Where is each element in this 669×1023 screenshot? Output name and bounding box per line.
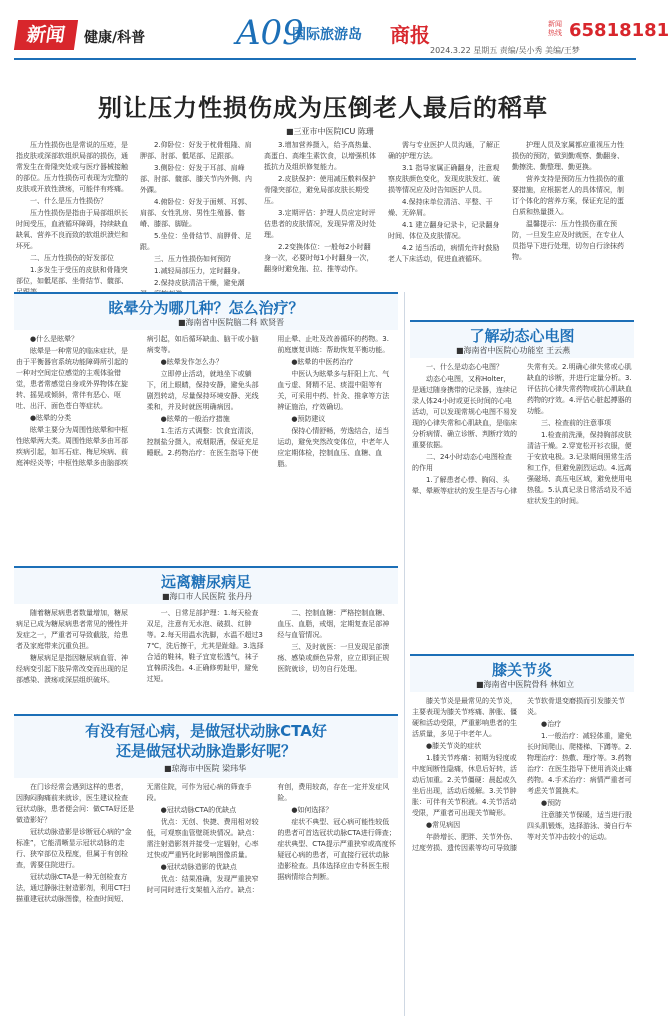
lead-column-5 [512, 140, 630, 282]
paragraph: ●如何选择？ [291, 806, 333, 814]
paragraph: ●冠状动脉CTA的优缺点 [160, 806, 237, 814]
paragraph: 冠状动脉CTA是一种无创检查方法，通过静脉注射造影剂，利用CT扫描重建冠状动脉图像，检查时间短、无需住院，可作为冠心病的筛查手段。 [16, 783, 252, 903]
paragraph: 糖尿病足是指因糖尿病血管、神经病变引起下肢异常改变而出现的足部感染、溃疡或深层组织破坏。 [16, 654, 128, 684]
paragraph: 压力性损伤也是常说的压疮，是指皮肤或深部软组织局部的损伤，通常发生在骨隆突处或与医疗器械接触的部位。压力性损伤可表现为完整的皮肤或开放性溃疡，可能伴有疼痛。 [16, 141, 128, 193]
masthead-left: 国际旅游岛 [292, 27, 362, 43]
lead-byline: ■三亚市中医院ICU 陈珊 [286, 127, 374, 136]
paragraph: 优点：结果准确，发现严重狭窄时可同时进行支架植入治疗。缺点：有创，费用较高，存在一定并发症风险。 [146, 783, 390, 894]
issue-info: 2024.3.22 星期五 责编/吴小秀 美编/王梦 [430, 46, 580, 55]
knee-title: 膝关节炎 [491, 661, 552, 679]
paragraph: 二、控制血糖：严格控制血糖、血压、血脂，戒烟，定期复查足部神经与血管情况。 [277, 609, 390, 639]
paragraph: ●眩晕发作怎么办？ [160, 358, 223, 366]
paragraph: 1.检查前洗澡，保持胸部皮肤清洁干燥。2.穿宽松开衫衣服，便于安放电极。3.记录期间照常生活和工作，但避免剧烈运动。4.远离强磁场、高压电区域，避免使用电热毯。5.认真记录日常活动及不适症状发生的时间。 [527, 431, 632, 505]
paragraph: 症状不典型、冠心病可能性较低的患者可首选冠状动脉CTA进行筛查；症状典型、CTA提示严重狭窄或高度怀疑冠心病的患者，可直接行冠状动脉造影检查。具体选择应由专科医生根据病情综合判断。 [277, 818, 396, 881]
lead-column-3 [264, 140, 376, 282]
paragraph: 中医认为眩晕多与肝阳上亢、气血亏虚、肾精不足、痰湿中阻等有关，可采用中药、针灸、推拿等方法辨证施治，疗效确切。 [277, 370, 390, 411]
lead-column-4 [388, 140, 500, 282]
dizzy-body [16, 334, 396, 566]
ecg-byline: ■海南省中医院心功能室 王云燕 [456, 346, 571, 355]
paragraph: 膝关节炎是最常见的关节炎，主要表现为膝关节疼痛、肿胀、僵硬和活动受限，严重影响患者的生活质量，多见于中老年人。 [412, 697, 517, 738]
lead-column-1 [16, 140, 128, 285]
paragraph: 3.1 指导家属正确翻身，注意观察皮肤颜色变化，发现皮肤发红、破损等情况应及时告知医护人员。 [388, 164, 500, 194]
paragraph: 优点：无创、快捷、费用相对较低，可观察血管壁斑块情况。缺点：需注射造影剂并接受一定辐射，心率过快或严重钙化时影响图像质量。 [146, 818, 259, 859]
page-header [0, 0, 669, 58]
cta-title-line-1: 有没有冠心病，是做冠状动脉CTA好 [85, 722, 327, 740]
cta-title-banner [14, 714, 398, 778]
paragraph: 1.多发生于受压的皮肤和骨隆突部位，如骶尾部、坐骨结节、髋部、 [16, 266, 128, 285]
paragraph: 保持心情舒畅，劳逸结合，适当运动，避免突然改变体位，中老年人应定期体检，控制血压、血糖、血脂。 [277, 427, 390, 468]
paragraph: ●膝关节炎的症状 [426, 742, 482, 750]
paragraph: 3.定期评估：护理人员应定时评估患者的皮肤情况，发现异常及时处理。 [264, 209, 376, 239]
cta-body [16, 782, 396, 1018]
page-number: A09 [236, 13, 304, 53]
ecg-title: 了解动态心电图 [469, 327, 575, 345]
paragraph: 2.保持皮肤清洁干燥，避免潮 [154, 279, 245, 287]
paragraph: 1.生活方式调整：饮食宜清淡，控制盐分摄入，戒烟限酒，保证充足睡眠。2.药物治疗：在医生指导下使用止晕、止吐及改善循环的药物。3.前庭康复训练：帮助恢复平衡功能。 [146, 335, 390, 457]
paragraph: 营养支持是预防压力性损伤的重要措施，应根据老人的具体情况，制订个体化的营养方案，保证充足的蛋白质和热量摄入。 [512, 175, 624, 216]
paragraph: 三、及时就医：一旦发现足部溃疡、感染或颜色异常，应立即到正规医院就诊，切勿自行处理。 [277, 643, 390, 673]
paragraph: 4.1 建立翻身记录卡，记录翻身时间、体位及皮肤情况。 [388, 221, 500, 240]
knee-byline: ■海南省中医院骨科 林如立 [476, 680, 575, 689]
paragraph: 一、日常足部护理：1.每天检查双足，注意有无水泡、破损、红肿等。2.每天用温水洗脚，水温不超过37℃，洗后擦干，尤其是趾缝。3.选择合适的鞋袜，鞋子宜宽松透气，袜子宜棉质浅色。4.正确修剪趾甲，避免过短。 [146, 609, 264, 683]
section-name: 健康/科普 [84, 30, 146, 46]
paragraph: 一、什么是动态心电图？ [426, 363, 503, 371]
paragraph: 护理人员及家属都应重视压力性损伤的预防，做到勤观察、勤翻身、勤擦洗、勤整理、勤更换。 [512, 141, 624, 171]
paragraph: 4.俯卧位：好发于面颊、耳郭、肩部、女性乳房、男性生殖器、髂嵴、膝部、脚趾。 [140, 198, 252, 228]
paragraph: 3.侧卧位：好发于耳部、肩峰部、肘部、髋部、膝关节内外侧、内外踝。 [140, 164, 252, 194]
paragraph: 1.一般治疗：减轻体重，避免长时间爬山、爬楼梯、下蹲等。2.物理治疗：热敷、理疗等。3.药物治疗：在医生指导下使用消炎止痛药物。4.手术治疗：病情严重者可考虑关节置换术。 [527, 732, 632, 795]
paragraph: 年龄增长、肥胖、关节外伤、过度劳损、遗传因素等均可导致膝关节软骨退变磨损而引发膝关节炎。 [412, 697, 625, 852]
paragraph: 1.了解患者心悸、胸闷、头晕、晕厥等症状的发生是否与心律失常有关。2.明确心律失常或心肌缺血的诊断，并进行定量分析。3.评估抗心律失常药物或抗心肌缺血药物的疗效。4.评估心脏起搏器的功能。 [412, 363, 632, 495]
paragraph: 二、压力性损伤的好发部位 [30, 254, 114, 262]
paragraph: 压力性损伤是指由于局部组织长时间受压，血液循环障碍，持续缺血缺氧、营养不良而致的软组织溃烂和坏死。 [16, 209, 128, 250]
hotline-label: 新闻热线 [548, 20, 562, 37]
ecg-body [412, 362, 632, 650]
hotline-number: 65818181 [569, 20, 669, 41]
paragraph: ●眩晕的分类 [30, 414, 72, 422]
paragraph: 2.2变换体位：一般每2小时翻身一次，必要时每1小时翻身一次，翻身时避免拖、拉、推等动作。 [264, 243, 374, 273]
paragraph: 在门诊经常会遇到这样的患者，因胸闷胸痛前来就诊，医生建议检查冠状动脉，患者便会问：做CTA好还是做造影好？ [16, 783, 135, 824]
paragraph: ●常见病因 [426, 821, 461, 829]
paragraph: 三、检查前的注意事项 [541, 419, 611, 427]
paragraph: 5.坐位：坐骨结节、肩胛骨、足跟。 [140, 232, 252, 251]
paragraph: 动态心电图，又称Holter，是通过随身携带的记录器，连续记录人体24小时或更长时间的心电活动，可以发现常规心电图不易发现的心律失常和心肌缺血，是临床分析病情、确立诊断、判断疗效的重要依据。 [412, 375, 517, 449]
paragraph: 2.皮肤保护：使用减压敷料保护骨隆突部位，避免局部皮肤长期受压。 [264, 175, 376, 205]
dizzy-byline: ■海南省中医院脑二科 欧贤晋 [178, 318, 285, 327]
paragraph: 温馨提示：压力性损伤重在预防，一旦发生应及时就医，在专业人员指导下进行处理，切勿自行涂抹药物。 [512, 220, 624, 261]
paragraph: ●眩晕的中医药治疗 [291, 358, 354, 366]
paragraph: ●治疗 [541, 720, 562, 728]
diabetes-body [16, 608, 396, 710]
diabetes-byline: ■海口市人民医院 张丹丹 [162, 592, 253, 601]
paragraph: 一、什么是压力性损伤？ [30, 197, 107, 205]
diabetes-title-banner [14, 566, 398, 604]
knee-title-banner [410, 654, 634, 692]
paragraph: 冠状动脉造影是诊断冠心病的“金标准”，它能清晰显示冠状动脉的走行、狭窄部位及程度，但属于有创检查，需要住院进行。 [16, 828, 132, 869]
paragraph: 4.2 适当活动，病情允许时鼓励老人下床活动，促进血液循环。 [388, 244, 500, 263]
dizzy-title-banner [14, 292, 398, 330]
paragraph: 2.仰卧位：好发于枕骨粗隆、肩胛部、肘部、骶尾部、足跟部。 [140, 141, 252, 160]
paragraph: 随着糖尿病患者数量增加，糖尿病足已成为糖尿病患者常见的慢性并发症之一，严重者可导致截肢，给患者及家庭带来沉重负担。 [16, 609, 128, 650]
paragraph: 4.保持床单位清洁、平整、干燥、无碎屑。 [388, 198, 493, 217]
knee-body [412, 696, 632, 1018]
dizzy-title: 眩晕分为哪几种？怎么治疗？ [108, 299, 304, 317]
paragraph: 注意膝关节保暖，适当进行股四头肌锻炼，选择游泳、骑自行车等对关节冲击较小的运动。 [527, 811, 632, 841]
masthead-right: 商报 [390, 23, 430, 47]
paragraph: 眩晕是一种常见的临床症状，是由于平衡器官系统功能障碍所引起的一种对空间定位感觉的主观体验错觉，患者常感觉自身或外界物体在旋转、摇晃或倾斜，常伴有恶心、呕吐、出汗、面色苍白等症状。 [16, 347, 128, 410]
newspaper-logo: 新闻 [14, 20, 78, 50]
paragraph: 1.减轻局部压力，定时翻身。 [154, 267, 245, 275]
paragraph: ●眩晕的一般治疗措施 [160, 415, 230, 423]
paragraph: 需与专业医护人员沟通，了解正确的护理方法。 [388, 141, 500, 160]
header-divider [14, 58, 636, 60]
lead-headline: 别让压力性损伤成为压倒老人最后的稻草 [98, 94, 548, 122]
paragraph: 3.增加营养摄入，给予高热量、高蛋白、高维生素饮食，以增强机体抵抗力及组织修复能力。 [264, 141, 376, 171]
paragraph: 二、24小时动态心电图检查的作用 [412, 453, 512, 472]
diabetes-title: 远离糖尿病足 [160, 573, 251, 591]
paragraph: 1.膝关节疼痛：初期为轻度或中度间断性隐痛，休息后好转，活动后加重。2.关节僵硬：晨起或久坐后出现，活动后缓解。3.关节肿胀：可伴有关节积液。4.关节活动受限，严重者可出现关节畸形。 [412, 754, 517, 817]
paragraph: 立即停止活动，就地坐下或躺下，闭上眼睛，保持安静，避免头部剧烈转动，尽量保持环境安静、光线柔和，并及时就医明确病因。 [146, 370, 259, 411]
paragraph: ●预防建议 [291, 415, 326, 423]
paragraph: 眩晕主要分为周围性眩晕和中枢性眩晕两大类。周围性眩晕多由耳部疾病引起，如耳石症、梅尼埃病、前庭神经炎等；中枢性眩晕多由脑部疾病引起，如后循环缺血、脑干或小脑病变等。 [16, 335, 259, 467]
paragraph: ●什么是眩晕？ [30, 335, 79, 343]
lead-column-2 [140, 140, 252, 287]
paragraph: ●冠状动脉造影的优缺点 [160, 863, 237, 871]
paragraph: 三、压力性损伤如何预防 [154, 255, 231, 263]
column-divider [404, 292, 405, 1016]
ecg-title-banner [410, 320, 634, 358]
cta-byline: ■琼海市中医院 梁玮华 [164, 764, 247, 773]
paragraph: ●预防 [541, 799, 562, 807]
cta-title-line-2: 还是做冠状动脉造影好呢？ [115, 742, 296, 760]
